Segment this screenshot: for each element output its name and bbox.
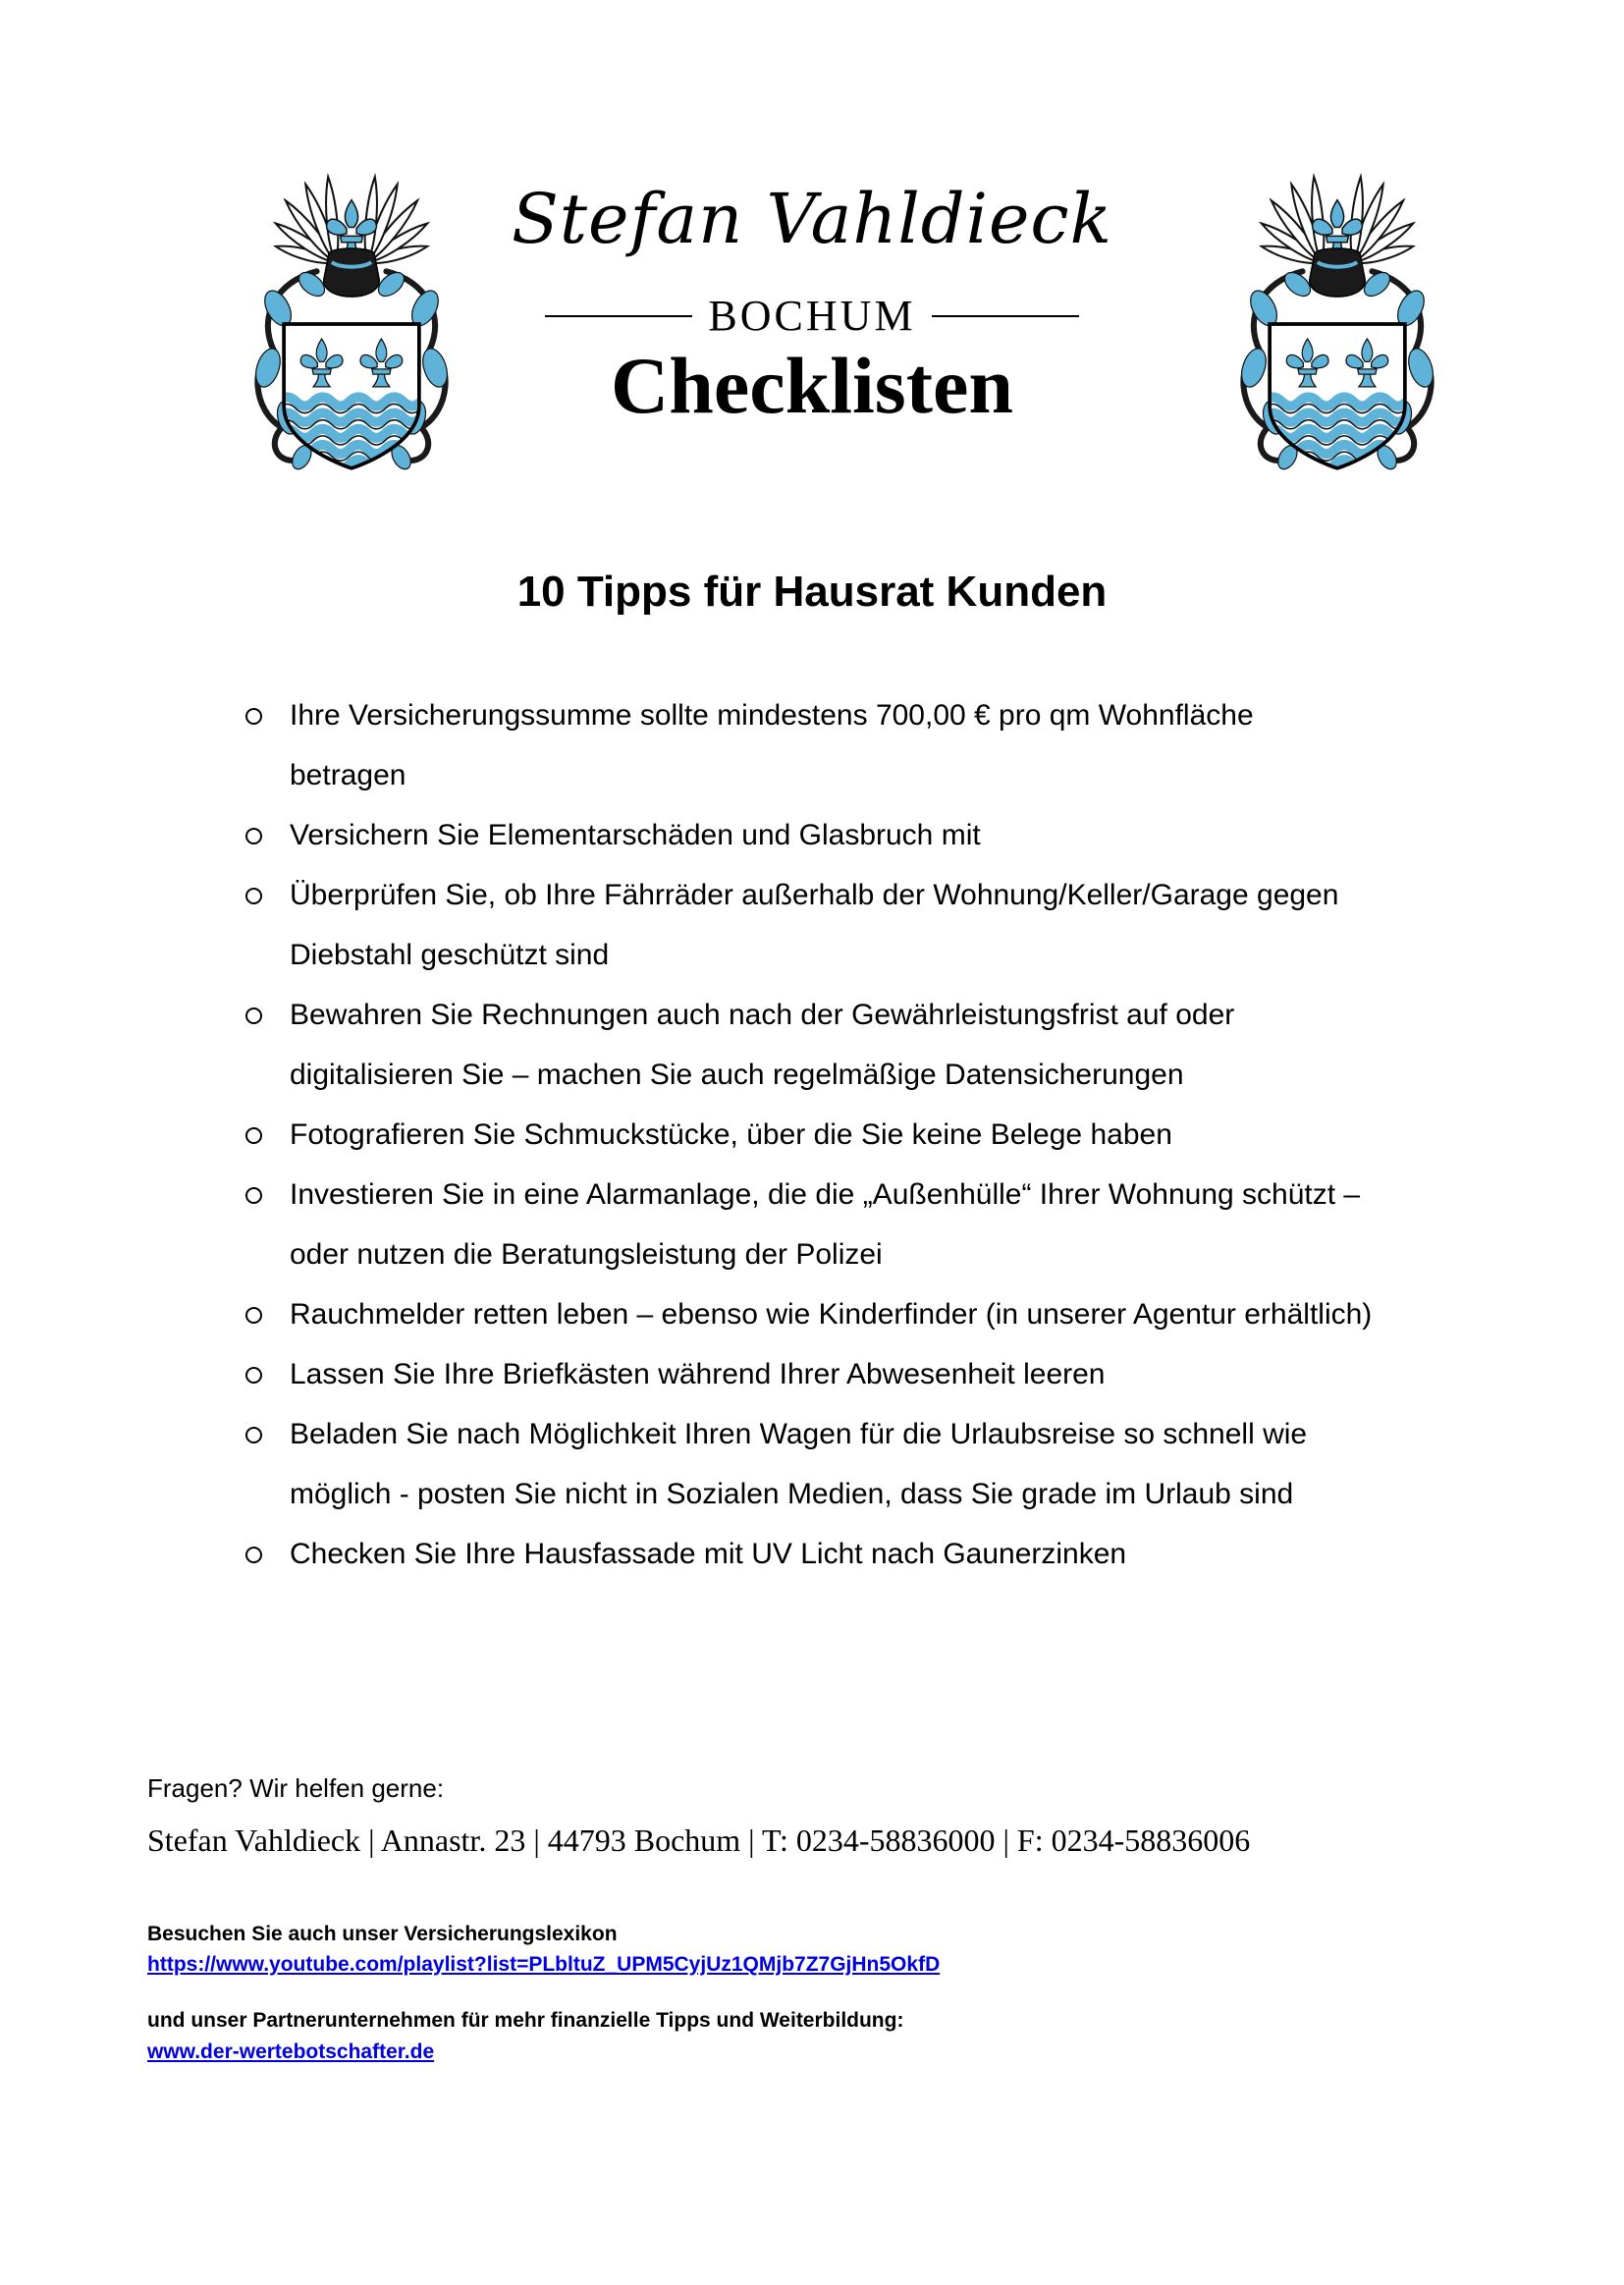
- brand-city: BOCHUM: [708, 292, 916, 340]
- circle-bullet-icon: [245, 1367, 262, 1384]
- circle-bullet-icon: [245, 888, 262, 904]
- list-item-text: Beladen Sie nach Möglichkeit Ihren Wagen für die Urlaubsreise so schnell wie möglich - posten Sie nicht in Sozialen Medien, dass Sie grade im Urlaub sind: [290, 1418, 1308, 1510]
- circle-bullet-icon: [245, 1187, 262, 1204]
- list-item-text: Fotografieren Sie Schmuckstücke, über die Sie keine Belege haben: [290, 1118, 1172, 1151]
- list-item: [290, 985, 1375, 1105]
- list-item-text: Checken Sie Ihre Hausfassade mit UV Licht nach Gaunerzinken: [290, 1538, 1127, 1570]
- list-item-text: Lassen Sie Ihre Briefkästen während Ihrer Abwesenheit leeren: [290, 1358, 1106, 1390]
- right-rule: [932, 315, 1079, 317]
- list-item: [290, 1404, 1375, 1524]
- lexikon-label: Besuchen Sie auch unser Versicherungslexikon: [147, 1923, 618, 1945]
- list-item: [290, 1344, 1375, 1404]
- list-item-text: Bewahren Sie Rechnungen auch nach der Gewährleistungsfrist auf oder digitalisieren Sie – machen Sie auch regelmäßige Datensicherungen: [290, 999, 1235, 1091]
- brand-city-row: [0, 291, 1624, 341]
- page-title: 10 Tipps für Hausrat Kunden: [516, 568, 1108, 616]
- list-item: [290, 805, 1375, 865]
- list-item-text: Versichern Sie Elementarschäden und Glasbruch mit: [290, 819, 981, 851]
- partner-website-link[interactable]: www.der-wertebotschafter.de: [147, 2040, 435, 2063]
- circle-bullet-icon: [245, 1007, 262, 1024]
- list-item: [290, 1284, 1375, 1344]
- contact-intro: Fragen? Wir helfen gerne:: [147, 1773, 445, 1803]
- youtube-playlist-link[interactable]: https://www.youtube.com/playlist?list=PLbltuZ_UPM5CyjUz1QMjb7Z7GjHn5OkfD: [147, 1953, 941, 1976]
- list-item-text: Investieren Sie in eine Alarmanlage, die die „Außenhülle“ Ihrer Wohnung schützt – oder nutzen die Beratungsleistung der Polizei: [290, 1178, 1361, 1271]
- list-item-text: Rauchmelder retten leben – ebenso wie Kinderfinder (in unserer Agentur erhältlich): [290, 1298, 1373, 1331]
- list-item-text: Überprüfen Sie, ob Ihre Fährräder außerhalb der Wohnung/Keller/Garage gegen Diebstahl geschützt sind: [290, 879, 1339, 971]
- circle-bullet-icon: [245, 1427, 262, 1443]
- document-type-heading: Checklisten: [611, 341, 1013, 430]
- list-item: [290, 1524, 1375, 1584]
- list-item: [290, 865, 1375, 985]
- circle-bullet-icon: [245, 708, 262, 725]
- circle-bullet-icon: [245, 828, 262, 844]
- circle-bullet-icon: [245, 1307, 262, 1324]
- list-item: [290, 1165, 1375, 1284]
- tips-list: [290, 685, 1375, 1584]
- circle-bullet-icon: [245, 1127, 262, 1144]
- list-item: [290, 1105, 1375, 1165]
- partner-label: und unser Partnerunternehmen für mehr finanzielle Tipps und Weiterbildung:: [147, 2009, 904, 2032]
- circle-bullet-icon: [245, 1547, 262, 1563]
- list-item: [290, 685, 1375, 805]
- brand-name: Stefan Vahldieck: [511, 179, 1113, 259]
- contact-details: Stefan Vahldieck | Annastr. 23 | 44793 Bochum | T: 0234-58836000 | F: 0234-58836006: [147, 1823, 1251, 1858]
- left-rule: [545, 315, 692, 317]
- list-item-text: Ihre Versicherungssumme sollte mindestens 700,00 € pro qm Wohnfläche betragen: [290, 699, 1254, 791]
